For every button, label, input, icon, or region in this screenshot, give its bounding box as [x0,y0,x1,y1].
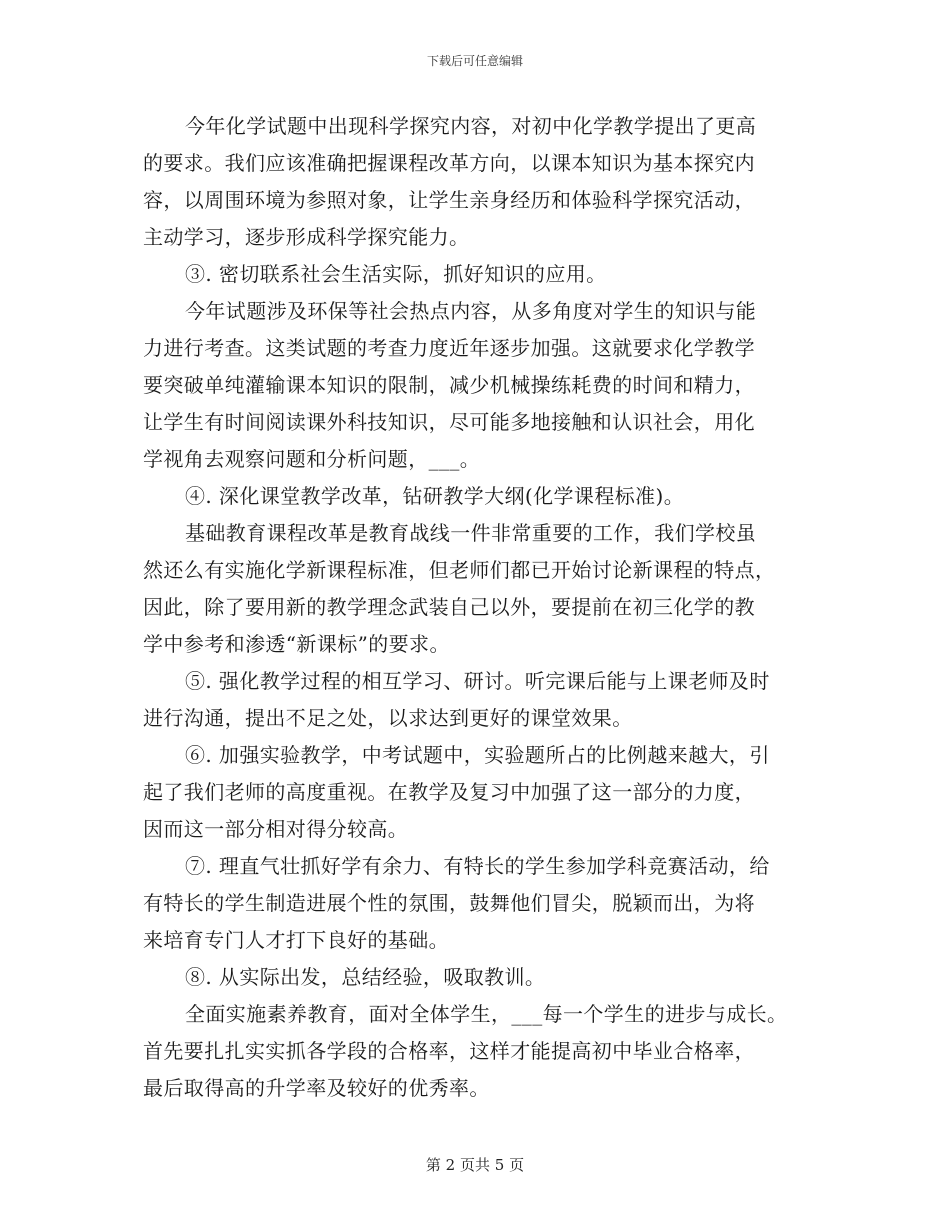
text-line: 来培育专门人才打下良好的基础。 [143,928,449,952]
paragraph [143,996,843,1107]
section-heading [143,959,843,996]
page-footer: 第 2 页共 5 页 [425,1156,525,1174]
paragraph [143,663,843,737]
text-line: 全面实施素养教育，面对全体学生，___每一个学生的进步与成长。 [185,1002,788,1026]
paragraph [143,293,843,478]
text-line: 因而这一部分相对得分较高。 [143,817,409,841]
text-line: 今年试题涉及环保等社会热点内容，从多角度对学生的知识与能 [185,299,757,323]
text-line: ③. 密切联系社会生活实际，抓好知识的应用。 [185,262,607,286]
text-line: ④. 深化课堂教学改革，钻研教学大纲(化学课程标准)。 [185,484,685,508]
text-line: 有特长的学生制造进展个性的氛围，鼓舞他们冒尖，脱颖而出，为将 [143,891,755,915]
text-line: 今年化学试题中出现科学探究内容，对初中化学教学提出了更高 [185,114,757,138]
paragraph [143,848,843,959]
page-header: 下载后可任意编辑 [426,54,523,68]
text-line: 主动学习，逐步形成科学探究能力。 [143,225,470,249]
text-line: ⑤. 强化教学过程的相互学习、研讨。听完课后能与上课老师及时 [185,669,770,693]
document-body [143,108,843,1107]
text-line: 让学生有时间阅读课外科技知识，尽可能多地接触和认识社会，用化 [143,410,755,434]
text-line: 基础教育课程改革是教育战线一件非常重要的工作，我们学校虽 [185,521,757,545]
paragraph [143,515,843,663]
text-line: 要突破单纯灌输课本知识的限制，减少机械操练耗费的时间和精力， [143,373,755,397]
paragraph [143,737,843,848]
paragraph [143,108,843,256]
text-line: 容，以周围环境为参照对象，让学生亲身经历和体验科学探究活动， [143,188,755,212]
text-line: 最后取得高的升学率及较好的优秀率。 [143,1076,490,1100]
section-heading [143,478,843,515]
text-line: 学视角去观察问题和分析问题，___。 [143,447,481,471]
text-line: 的要求。我们应该准确把握课程改革方向，以课本知识为基本探究内 [143,151,755,175]
text-line: ⑧. 从实际出发，总结经验，吸取教训。 [185,965,546,989]
text-line: 首先要扎扎实实抓各学段的合格率，这样才能提高初中毕业合格率， [143,1039,755,1063]
text-line: 然还么有实施化学新课程标准，但老师们都已开始讨论新课程的特点， [143,558,776,582]
text-line: 起了我们老师的高度重视。在教学及复习中加强了这一部分的力度， [143,780,755,804]
text-line: 力进行考查。这类试题的考查力度近年逐步加强。这就要求化学教学 [143,336,755,360]
section-heading [143,256,843,293]
text-line: 学中参考和渗透“新课标”的要求。 [143,632,450,656]
text-line: 进行沟通，提出不足之处，以求达到更好的课堂效果。 [143,706,633,730]
text-line: ⑦. 理直气壮抓好学有余力、有特长的学生参加学科竞赛活动，给 [185,854,770,878]
text-line: 因此，除了要用新的教学理念武装自己以外，要提前在初三化学的教 [143,595,755,619]
text-line: ⑥. 加强实验教学，中考试题中，实验题所占的比例越来越大，引 [185,743,770,767]
